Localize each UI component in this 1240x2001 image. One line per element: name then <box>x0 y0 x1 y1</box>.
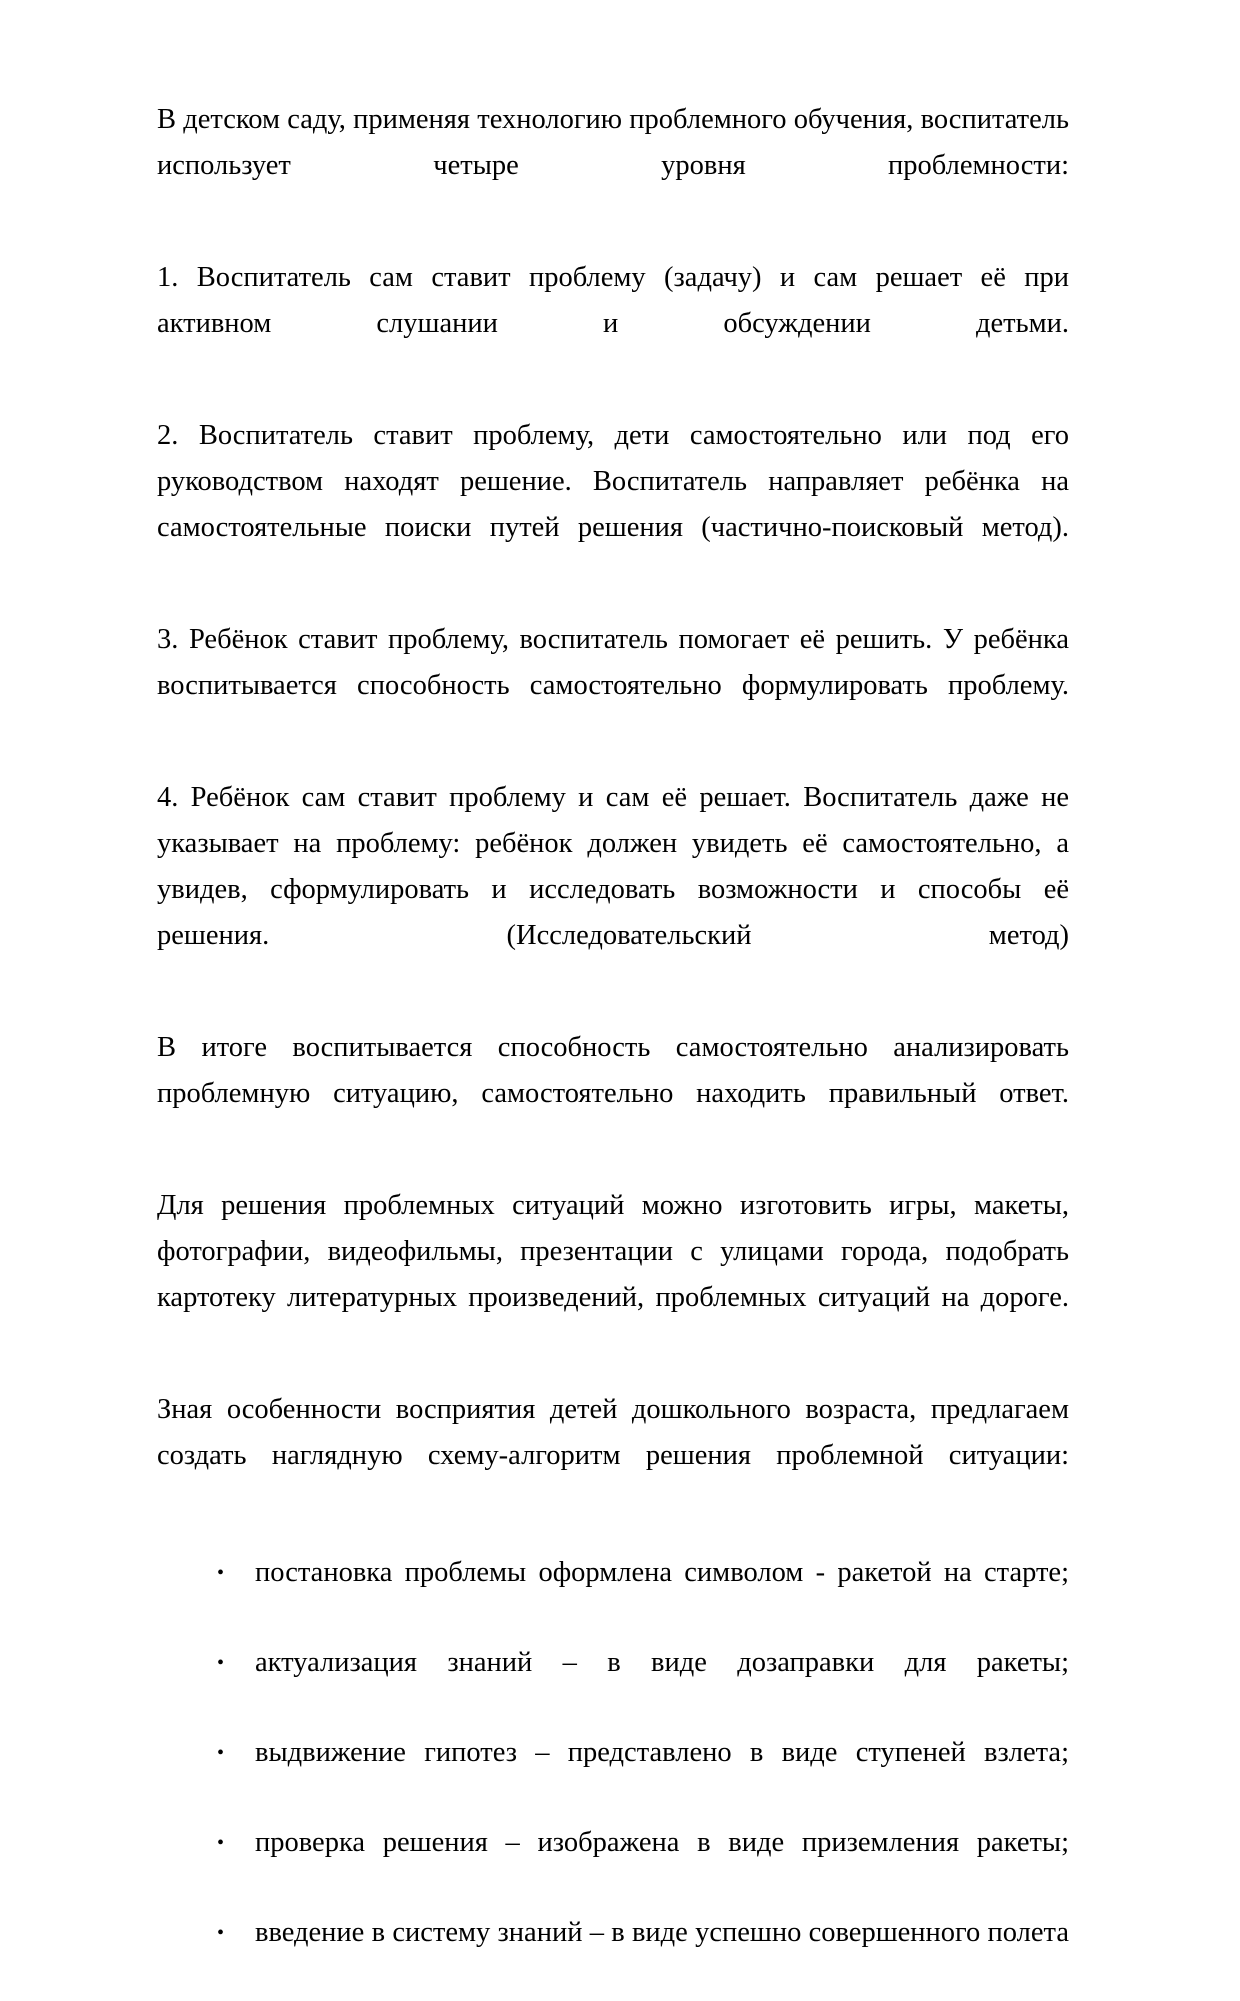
paragraph-conclusion: В итоге воспитывается способность самостоятельно анализировать проблемную ситуацию, самостоятельно находить правильный ответ. <box>157 1032 1069 1109</box>
list-item-text: проверка решения – изображена в виде приземления ракеты; <box>255 1827 1069 1858</box>
list-item <box>157 1641 1069 1729</box>
paragraph-level-1: 1. Воспитатель сам ставит проблему (задачу) и сам решает её при активном слушании и обсуждении детьми. <box>157 262 1069 339</box>
paragraph-materials: Для решения проблемных ситуаций можно изготовить игры, макеты, фотографии, видеофильмы, презентации с улицами города, подобрать картотеку литературных произведений, проблемных ситуаций на дороге. <box>157 1190 1069 1313</box>
list-item-text: введение в систему знаний – в виде успешно совершенного полета <box>255 1917 1069 1948</box>
paragraph-level-2: 2. Воспитатель ставит проблему, дети самостоятельно или под его руководством находят решение. Воспитатель направляет ребёнка на самостоятельные поиски путей решения (частично-поисковый метод). <box>157 420 1069 543</box>
list-item-text: актуализация знаний – в виде дозаправки для ракеты; <box>255 1647 1069 1678</box>
bullet-icon: • <box>217 1742 225 1764</box>
paragraph-algorithm-intro: Зная особенности восприятия детей дошкольного возраста, предлагаем создать наглядную схему-алгоритм решения проблемной ситуации: <box>157 1394 1069 1471</box>
paragraph-intro: В детском саду, применяя технологию проблемного обучения, воспитатель использует четыре уровня проблемности: <box>157 104 1069 181</box>
bullet-icon: • <box>217 1652 225 1674</box>
paragraph-level-3: 3. Ребёнок ставит проблему, воспитатель помогает её решить. У ребёнка воспитывается способность самостоятельно формулировать проблему. <box>157 624 1069 701</box>
list-item-text: выдвижение гипотез – представлено в виде ступеней взлета; <box>255 1737 1069 1768</box>
list-item-text: постановка проблемы оформлена символом - ракетой на старте; <box>255 1557 1069 1588</box>
list-item <box>157 1821 1069 1909</box>
list-item <box>157 1551 1069 1639</box>
paragraph-level-4: 4. Ребёнок сам ставит проблему и сам её решает. Воспитатель даже не указывает на проблему: ребёнок должен увидеть её самостоятельно, а увидев, сформулировать и исследовать возможности и способы её решения. (Исследовательский метод) <box>157 782 1069 951</box>
bullet-icon: • <box>217 1832 225 1854</box>
algorithm-bullet-list <box>157 1551 1069 1999</box>
document-body <box>157 97 1069 2001</box>
bullet-icon: • <box>217 1562 225 1584</box>
bullet-icon: • <box>217 1922 225 1944</box>
list-item <box>157 1911 1069 1999</box>
list-item <box>157 1731 1069 1819</box>
